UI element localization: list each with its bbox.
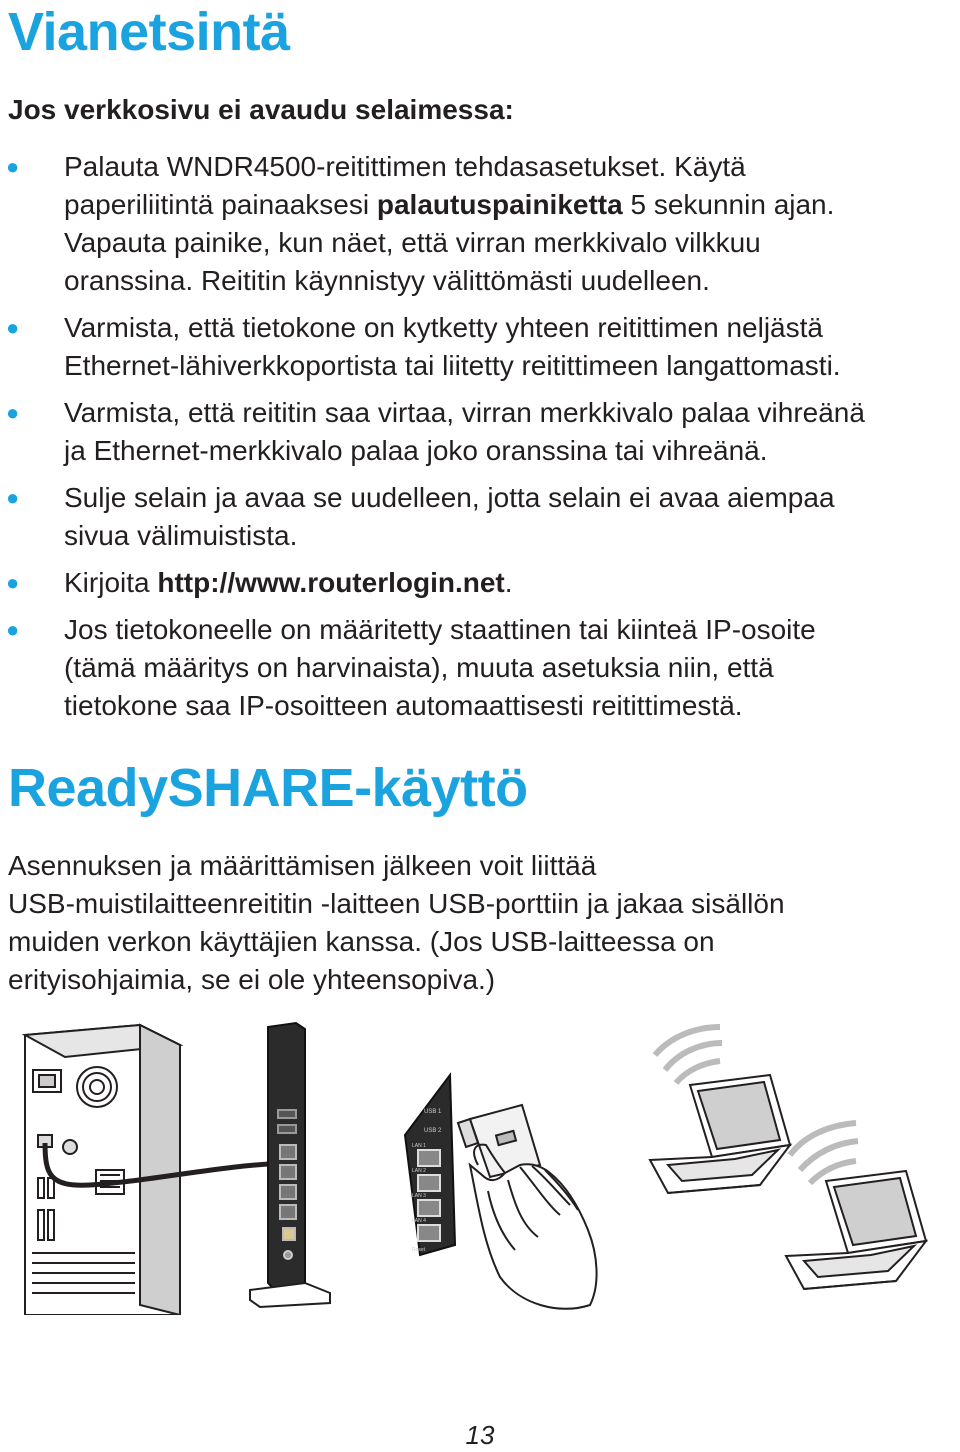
list-item-line: Palauta WNDR4500-reitittimen tehdasasetukset. Käytä [64, 151, 746, 182]
list-item-line: paperiliitintä painaaksesi palautuspainiketta 5 sekunnin ajan. [64, 189, 835, 220]
router-closeup-icon [405, 1075, 455, 1255]
bold-text: palautuspainiketta [376, 189, 623, 220]
list-item-line: Kirjoita http://www.routerlogin.net. [64, 567, 513, 598]
laptop-icon [786, 1123, 926, 1289]
list-item-line: Ethernet-lähiverkkoportista tai liitetty reitittimeen langattomasti. [64, 350, 841, 381]
port-label: USB 2 [424, 1128, 442, 1134]
readyshare-heading: ReadySHARE-käyttö [8, 758, 528, 818]
list-item-line: (tämä määritys on harvinaista), muuta asetuksia niin, että [64, 652, 774, 683]
port-label: LAN 2 [412, 1168, 426, 1174]
bullet-icon: ● [6, 315, 20, 340]
port-label: USB 1 [424, 1109, 442, 1115]
list-item-line: oranssina. Reititin käynnistyy välittömästi uudelleen. [64, 265, 710, 296]
list-item [0, 309, 960, 385]
list-item-line: Varmista, että tietokone on kytketty yhteen reitittimen neljästä [64, 312, 823, 343]
page-number: 13 [465, 1420, 495, 1450]
port-label: LAN 4 [412, 1218, 426, 1224]
list-item-line: Vapauta painike, kun näet, että virran merkkivalo vilkkuu [64, 227, 761, 258]
list-item-line: Sulje selain ja avaa se uudelleen, jotta selain ei avaa aiempaa [64, 482, 835, 513]
paragraph-line: muiden verkon käyttäjien kanssa. (Jos USB-laitteessa on [8, 926, 715, 957]
paragraph-line: erityisohjaimia, se ei ole yhteensopiva.) [8, 964, 496, 995]
troubleshooting-subheading: Jos verkkosivu ei avaudu selaimessa: [8, 94, 514, 125]
list-item-line: tietokone saa IP-osoitteen automaattisesti reitittimestä. [64, 690, 743, 721]
list-item-line: sivua välimuistista. [64, 520, 298, 551]
port-label: Reset [412, 1247, 426, 1253]
readyshare-paragraph [8, 847, 785, 999]
readyshare-illustration [0, 1015, 960, 1315]
bullet-icon: ● [6, 154, 20, 179]
list-item [0, 611, 960, 725]
troubleshooting-list [0, 148, 960, 725]
paragraph-line: USB-muistilaitteenreititin -laitteen USB-porttiin ja jakaa sisällön [8, 888, 785, 919]
bullet-icon: ● [6, 485, 20, 510]
list-item [0, 564, 960, 602]
bullet-icon: ● [6, 570, 20, 595]
bold-text: http://www.routerlogin.net [157, 567, 505, 598]
troubleshooting-heading: Vianetsintä [8, 2, 290, 62]
port-label: LAN 1 [412, 1143, 426, 1149]
list-item [0, 148, 960, 300]
list-item-line: Varmista, että reititin saa virtaa, virran merkkivalo palaa vihreänä [64, 397, 865, 428]
list-item-line: Jos tietokoneelle on määritetty staattinen tai kiinteä IP-osoite [64, 614, 816, 645]
laptop-icon [650, 1027, 790, 1193]
paragraph-line: Asennuksen ja määrittämisen jälkeen voit liittää [8, 850, 597, 881]
bullet-icon: ● [6, 400, 20, 425]
list-item [0, 479, 960, 555]
port-label: LAN 3 [412, 1193, 426, 1199]
list-item-line: ja Ethernet-merkkivalo palaa joko oranssina tai vihreänä. [64, 435, 768, 466]
bullet-icon: ● [6, 617, 20, 642]
list-item [0, 394, 960, 470]
